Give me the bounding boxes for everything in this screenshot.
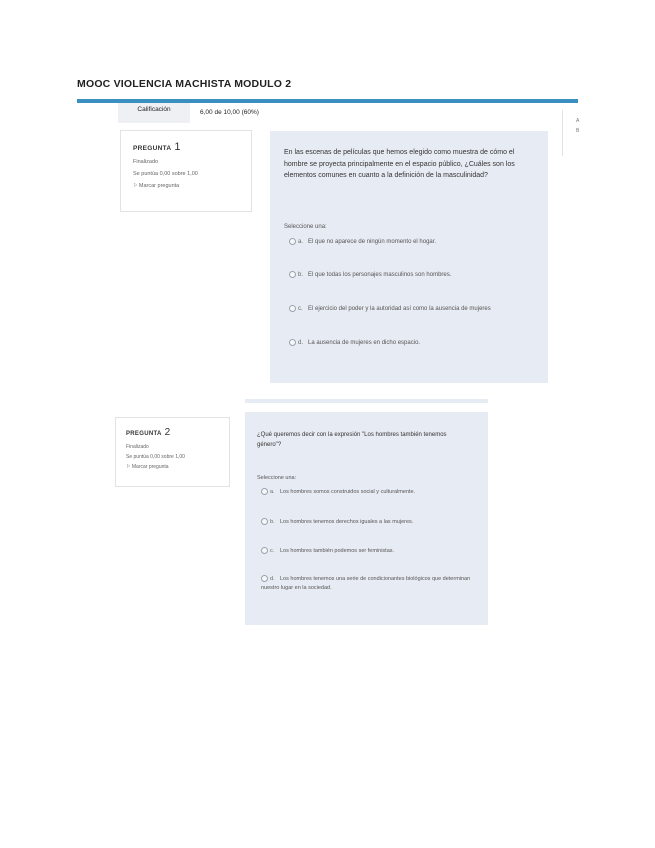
radio-button[interactable]: [289, 271, 296, 278]
question-1-info: [120, 130, 252, 212]
answer-option-a[interactable]: a. El que no aparece de ningún momento el hogar.: [289, 238, 436, 245]
flag-question-link[interactable]: ⚐ Marcar pregunta: [126, 464, 229, 470]
radio-button[interactable]: [289, 339, 296, 346]
answer-option-d[interactable]: d. La ausencia de mujeres en dicho espacio.: [289, 339, 420, 346]
grade-label: Calificación: [118, 103, 190, 123]
radio-button[interactable]: [261, 547, 268, 554]
select-one-label: Seleccione una:: [257, 475, 297, 481]
side-fragment-text: B: [576, 128, 580, 134]
side-fragment-text: A: [576, 118, 580, 124]
answer-option-c[interactable]: c. El ejercicio del poder y la autoridad así como la ausencia de mujeres: [289, 305, 491, 312]
question-status: Finalizado: [126, 444, 149, 450]
answer-option-a[interactable]: a. Los hombres somos construidos social y culturalmente.: [261, 488, 415, 495]
question-2-info: [115, 417, 230, 487]
radio-button[interactable]: [261, 575, 268, 582]
flag-question-link[interactable]: ⚐ Marcar pregunta: [133, 183, 251, 189]
question-text: ¿Qué queremos decir con la expresión "Los hombres también tenemos género"?: [257, 432, 447, 448]
question-2-top-strip: [245, 399, 488, 403]
question-2-content: [245, 412, 488, 625]
grade-value: 6,00 de 10,00 (60%): [200, 109, 259, 116]
select-one-label: Seleccione una:: [284, 224, 327, 230]
question-status: Finalizado: [133, 159, 159, 165]
question-heading: PREGUNTA 2: [126, 427, 171, 438]
answer-option-b[interactable]: b. El que todas los personajes masculinos son hombres.: [289, 271, 451, 278]
grade-row: [118, 103, 578, 125]
side-panel-fragment: [562, 110, 579, 156]
radio-button[interactable]: [289, 305, 296, 312]
document-title: MOOC VIOLENCIA MACHISTA MODULO 2: [77, 78, 292, 90]
radio-button[interactable]: [289, 238, 296, 245]
question-1-content: [270, 131, 548, 383]
answer-option-d[interactable]: d. Los hombres tenemos una serie de condicionantes biológicos que determinan nuestro lugar en la sociedad.: [261, 576, 471, 591]
radio-button[interactable]: [261, 518, 268, 525]
question-number: 2: [164, 427, 171, 438]
radio-button[interactable]: [261, 488, 268, 495]
question-text: En las escenas de películas que hemos elegido como muestra de cómo el hombre se proyecta principalmente en el espacio público, ¿Cuáles son los elementos comunes en cuanto a la definición de la masculinidad?: [284, 149, 515, 179]
question-heading: PREGUNTA 1: [133, 141, 181, 153]
question-score: Se puntúa 0,00 sobre 1,00: [133, 171, 198, 177]
question-number: 1: [174, 141, 181, 153]
question-score: Se puntúa 0,00 sobre 1,00: [126, 454, 185, 460]
answer-option-c[interactable]: c. Los hombres también podemos ser feministas.: [261, 547, 394, 554]
answer-option-b[interactable]: b. Los hombres tenemos derechos iguales a las mujeres.: [261, 518, 413, 525]
